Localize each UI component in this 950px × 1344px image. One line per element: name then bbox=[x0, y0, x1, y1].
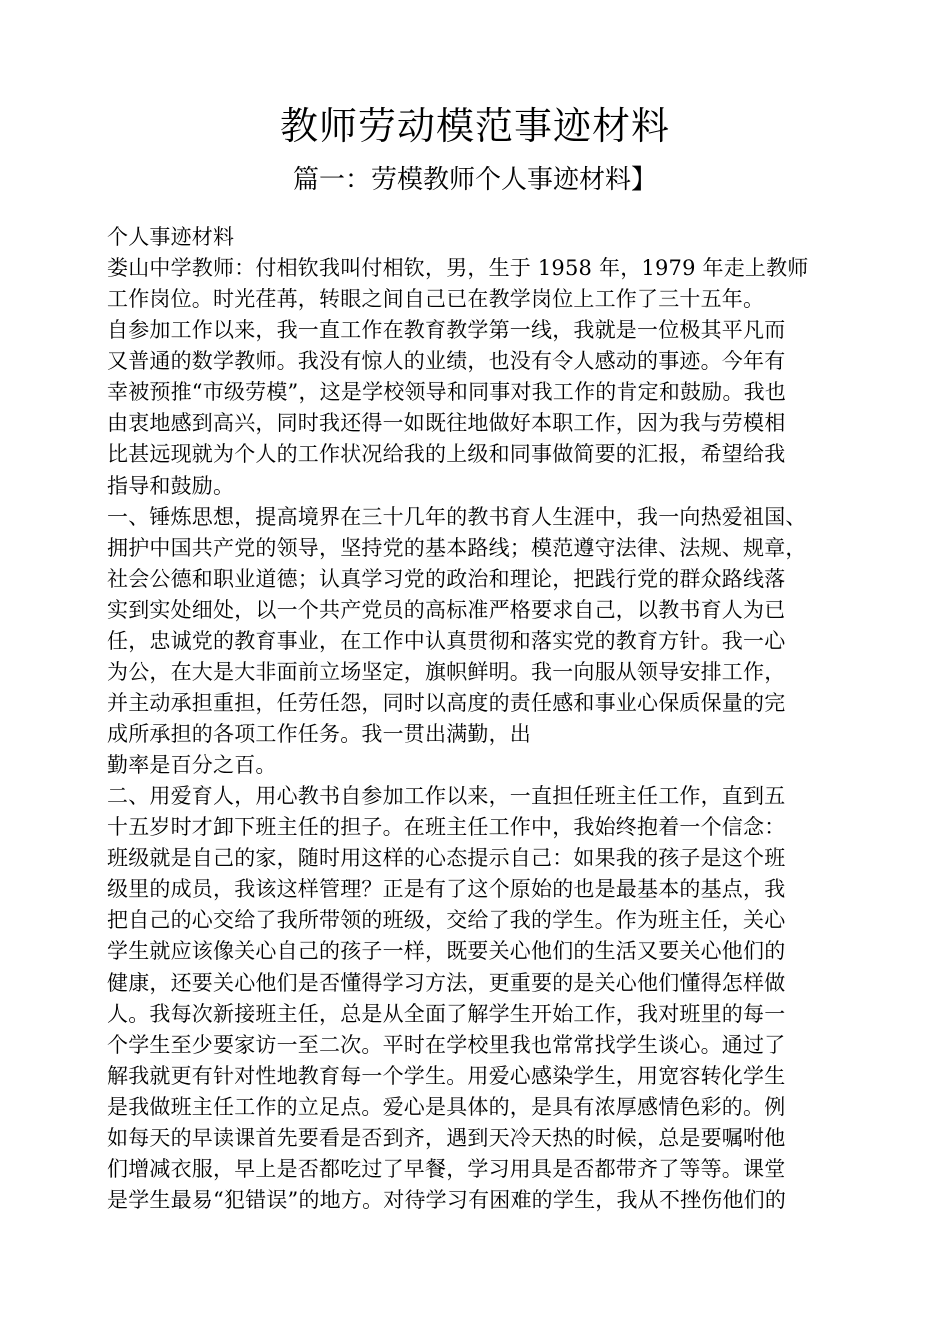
text-line: 并主动承担重担，任劳任怨，同时以高度的责任感和事业心保质保量的完 bbox=[107, 690, 786, 715]
text-line: 娄山中学教师：付相钦我叫付相钦，男，生于 1958 年，1979 年走上教师 bbox=[107, 256, 809, 281]
text-line: 又普通的数学教师。我没有惊人的业绩，也没有令人感动的事迹。今年有 bbox=[107, 349, 786, 374]
text-line: 个人事迹材料 bbox=[107, 225, 235, 249]
text-line: 班级就是自己的家，随时用这样的心态提示自己：如果我的孩子是这个班 bbox=[107, 846, 786, 871]
document-body bbox=[107, 222, 867, 1216]
text-line: 一、锤炼思想，提高境界在三十几年的教书育人生涯中，我一向热爱祖国、 bbox=[107, 504, 807, 529]
document-subtitle: 篇一：劳模教师个人事迹材料】 bbox=[292, 165, 657, 195]
text-line: 为公，在大是大非面前立场坚定，旗帜鲜明。我一向服从领导安排工作， bbox=[107, 659, 786, 684]
text-line: 是我做班主任工作的立足点。爱心是具体的，是具有浓厚感情色彩的。例 bbox=[107, 1094, 786, 1119]
text-line: 二、用爱育人，用心教书自参加工作以来，一直担任班主任工作，直到五 bbox=[107, 784, 786, 809]
text-line: 人。我每次新接班主任，总是从全面了解学生开始工作，我对班里的每一 bbox=[107, 1001, 786, 1026]
text-line: 比甚远现就为个人的工作状况给我的上级和同事做简要的汇报，希望给我 bbox=[107, 442, 786, 467]
text-line: 社会公德和职业道德；认真学习党的政治和理论，把践行党的群众路线落 bbox=[107, 566, 786, 591]
text-line: 任，忠诚党的教育事业，在工作中认真贯彻和落实党的教育方针。我一心 bbox=[107, 628, 786, 653]
text-line: 是学生最易“犯错误”的地方。对待学习有困难的学生，我从不挫伤他们的 bbox=[107, 1187, 787, 1212]
text-line: 学生就应该像关心自己的孩子一样，既要关心他们的生活又要关心他们的 bbox=[107, 939, 786, 964]
text-line: 由衷地感到高兴，同时我还得一如既往地做好本职工作，因为我与劳模相 bbox=[107, 411, 786, 436]
text-line: 把自己的心交给了我所带领的班级，交给了我的学生。作为班主任，关心 bbox=[107, 908, 786, 933]
text-line: 幸被预推“市级劳模”，这是学校领导和同事对我工作的肯定和鼓励。我也 bbox=[107, 380, 787, 405]
text-line: 实到实处细处，以一个共产党员的高标准严格要求自己，以教书育人为已 bbox=[107, 597, 786, 622]
text-line: 自参加工作以来，我一直工作在教育教学第一线，我就是一位极其平凡而 bbox=[107, 318, 786, 343]
text-line: 个学生至少要家访一至二次。平时在学校里我也常常找学生谈心。通过了 bbox=[107, 1032, 786, 1057]
text-line: 十五岁时才卸下班主任的担子。在班主任工作中，我始终抱着一个信念： bbox=[107, 815, 786, 840]
text-line: 级里的成员，我该这样管理？正是有了这个原始的也是最基本的基点，我 bbox=[107, 877, 786, 902]
text-line: 健康，还要关心他们是否懂得学习方法，更重要的是关心他们懂得怎样做 bbox=[107, 970, 786, 995]
document-title: 教师劳动模范事迹材料 bbox=[279, 104, 670, 148]
text-line: 拥护中国共产党的领导，坚持党的基本路线；模范遵守法律、法规、规章， bbox=[107, 535, 807, 560]
text-line: 解我就更有针对性地教育每一个学生。用爱心感染学生，用宽容转化学生 bbox=[107, 1063, 786, 1088]
text-line: 指导和鼓励。 bbox=[107, 473, 235, 498]
text-line: 如每天的早读课首先要看是否到齐，遇到天冷天热的时候，总是要嘱咐他 bbox=[107, 1125, 786, 1150]
text-line: 们增减衣服，早上是否都吃过了早餐，学习用具是否都带齐了等等。课堂 bbox=[107, 1156, 786, 1181]
text-line: 工作岗位。时光荏苒，转眼之间自己已在教学岗位上工作了三十五年。 bbox=[107, 287, 765, 312]
text-line: 成所承担的各项工作任务。我一贯出满勤，出 bbox=[107, 722, 531, 746]
text-line: 勤率是百分之百。 bbox=[107, 753, 277, 778]
